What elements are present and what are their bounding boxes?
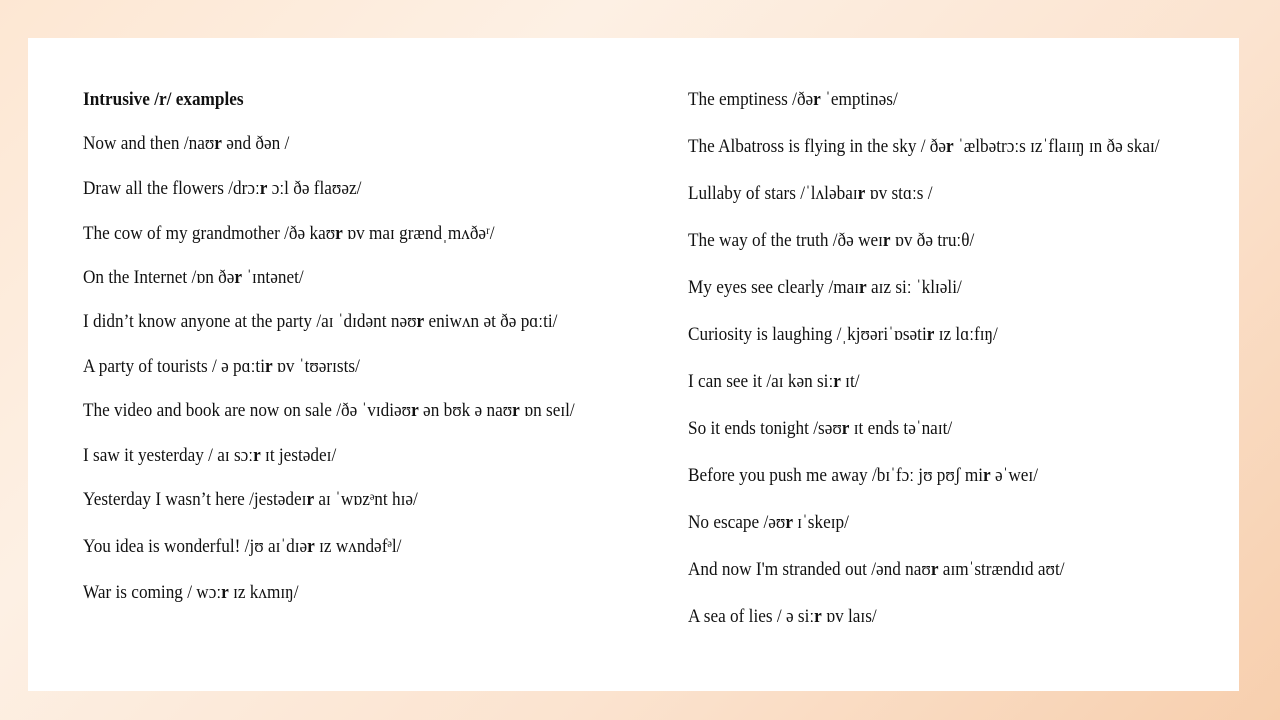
example-line: Yesterday I wasn’t here /jestədeɪr aɪ ˈwɒzᵊnt hɪə/ (83, 490, 418, 510)
example-line: War is coming / wɔːr ɪz kʌmɪŋ/ (83, 583, 299, 603)
example-line: I can see it /aɪ kən siːr ɪt/ (688, 372, 860, 392)
example-line: Curiosity is laughing /ˌkjʊəriˈɒsətir ɪz lɑːfɪŋ/ (688, 325, 998, 345)
section-title: Intrusive /r/ examples (83, 90, 244, 110)
example-line: I saw it yesterday / aɪ sɔːr ɪt jestədeɪ/ (83, 446, 337, 466)
example-line: And now I'm stranded out /ənd naʊr aɪmˈstrændɪd aʊt/ (688, 560, 1065, 580)
example-line: You idea is wonderful! /jʊ aɪˈdɪər ɪz wʌndəfᵊl/ (83, 537, 402, 557)
example-line: I didn’t know anyone at the party /aɪ ˈdɪdənt nəʊr eniwʌn ət ðə pɑːti/ (83, 312, 558, 332)
example-line: A sea of lies / ə siːr ɒv laɪs/ (688, 607, 877, 627)
example-line: The Albatross is flying in the sky / ðər ˈælbətrɔːs ɪzˈflaɪɪŋ ɪn ðə skaɪ/ (688, 137, 1160, 157)
example-line: Before you push me away /bɪˈfɔː jʊ pʊʃ mir əˈweɪ/ (688, 466, 1038, 486)
example-line: On the Internet /ɒn ðər ˈɪntənet/ (83, 268, 304, 288)
example-line: So it ends tonight /səʊr ɪt ends təˈnaɪt/ (688, 419, 953, 439)
example-line: The emptiness /ðər ˈemptinəs/ (688, 90, 898, 110)
example-line: Now and then /naʊr ənd ðən / (83, 134, 290, 154)
example-line: The way of the truth /ðə weɪr ɒv ðə truːθ/ (688, 231, 975, 251)
slide-card (28, 38, 1239, 691)
example-line: The cow of my grandmother /ðə kaʊr ɒv maɪ grændˌmʌðəʳ/ (83, 224, 495, 244)
example-line: No escape /əʊr ɪˈskeɪp/ (688, 513, 849, 533)
example-line: My eyes see clearly /maɪr aɪz siː ˈklɪəli/ (688, 278, 962, 298)
example-line: The video and book are now on sale /ðə ˈvɪdiəʊr ən bʊk ə naʊr ɒn seɪl/ (83, 401, 575, 421)
example-line: Lullaby of stars /ˈlʌləbaɪr ɒv stɑːs / (688, 184, 933, 204)
example-line: Draw all the flowers /drɔːr ɔːl ðə flaʊəz/ (83, 179, 362, 199)
example-line: A party of tourists / ə pɑːtir ɒv ˈtʊərɪsts/ (83, 357, 360, 377)
